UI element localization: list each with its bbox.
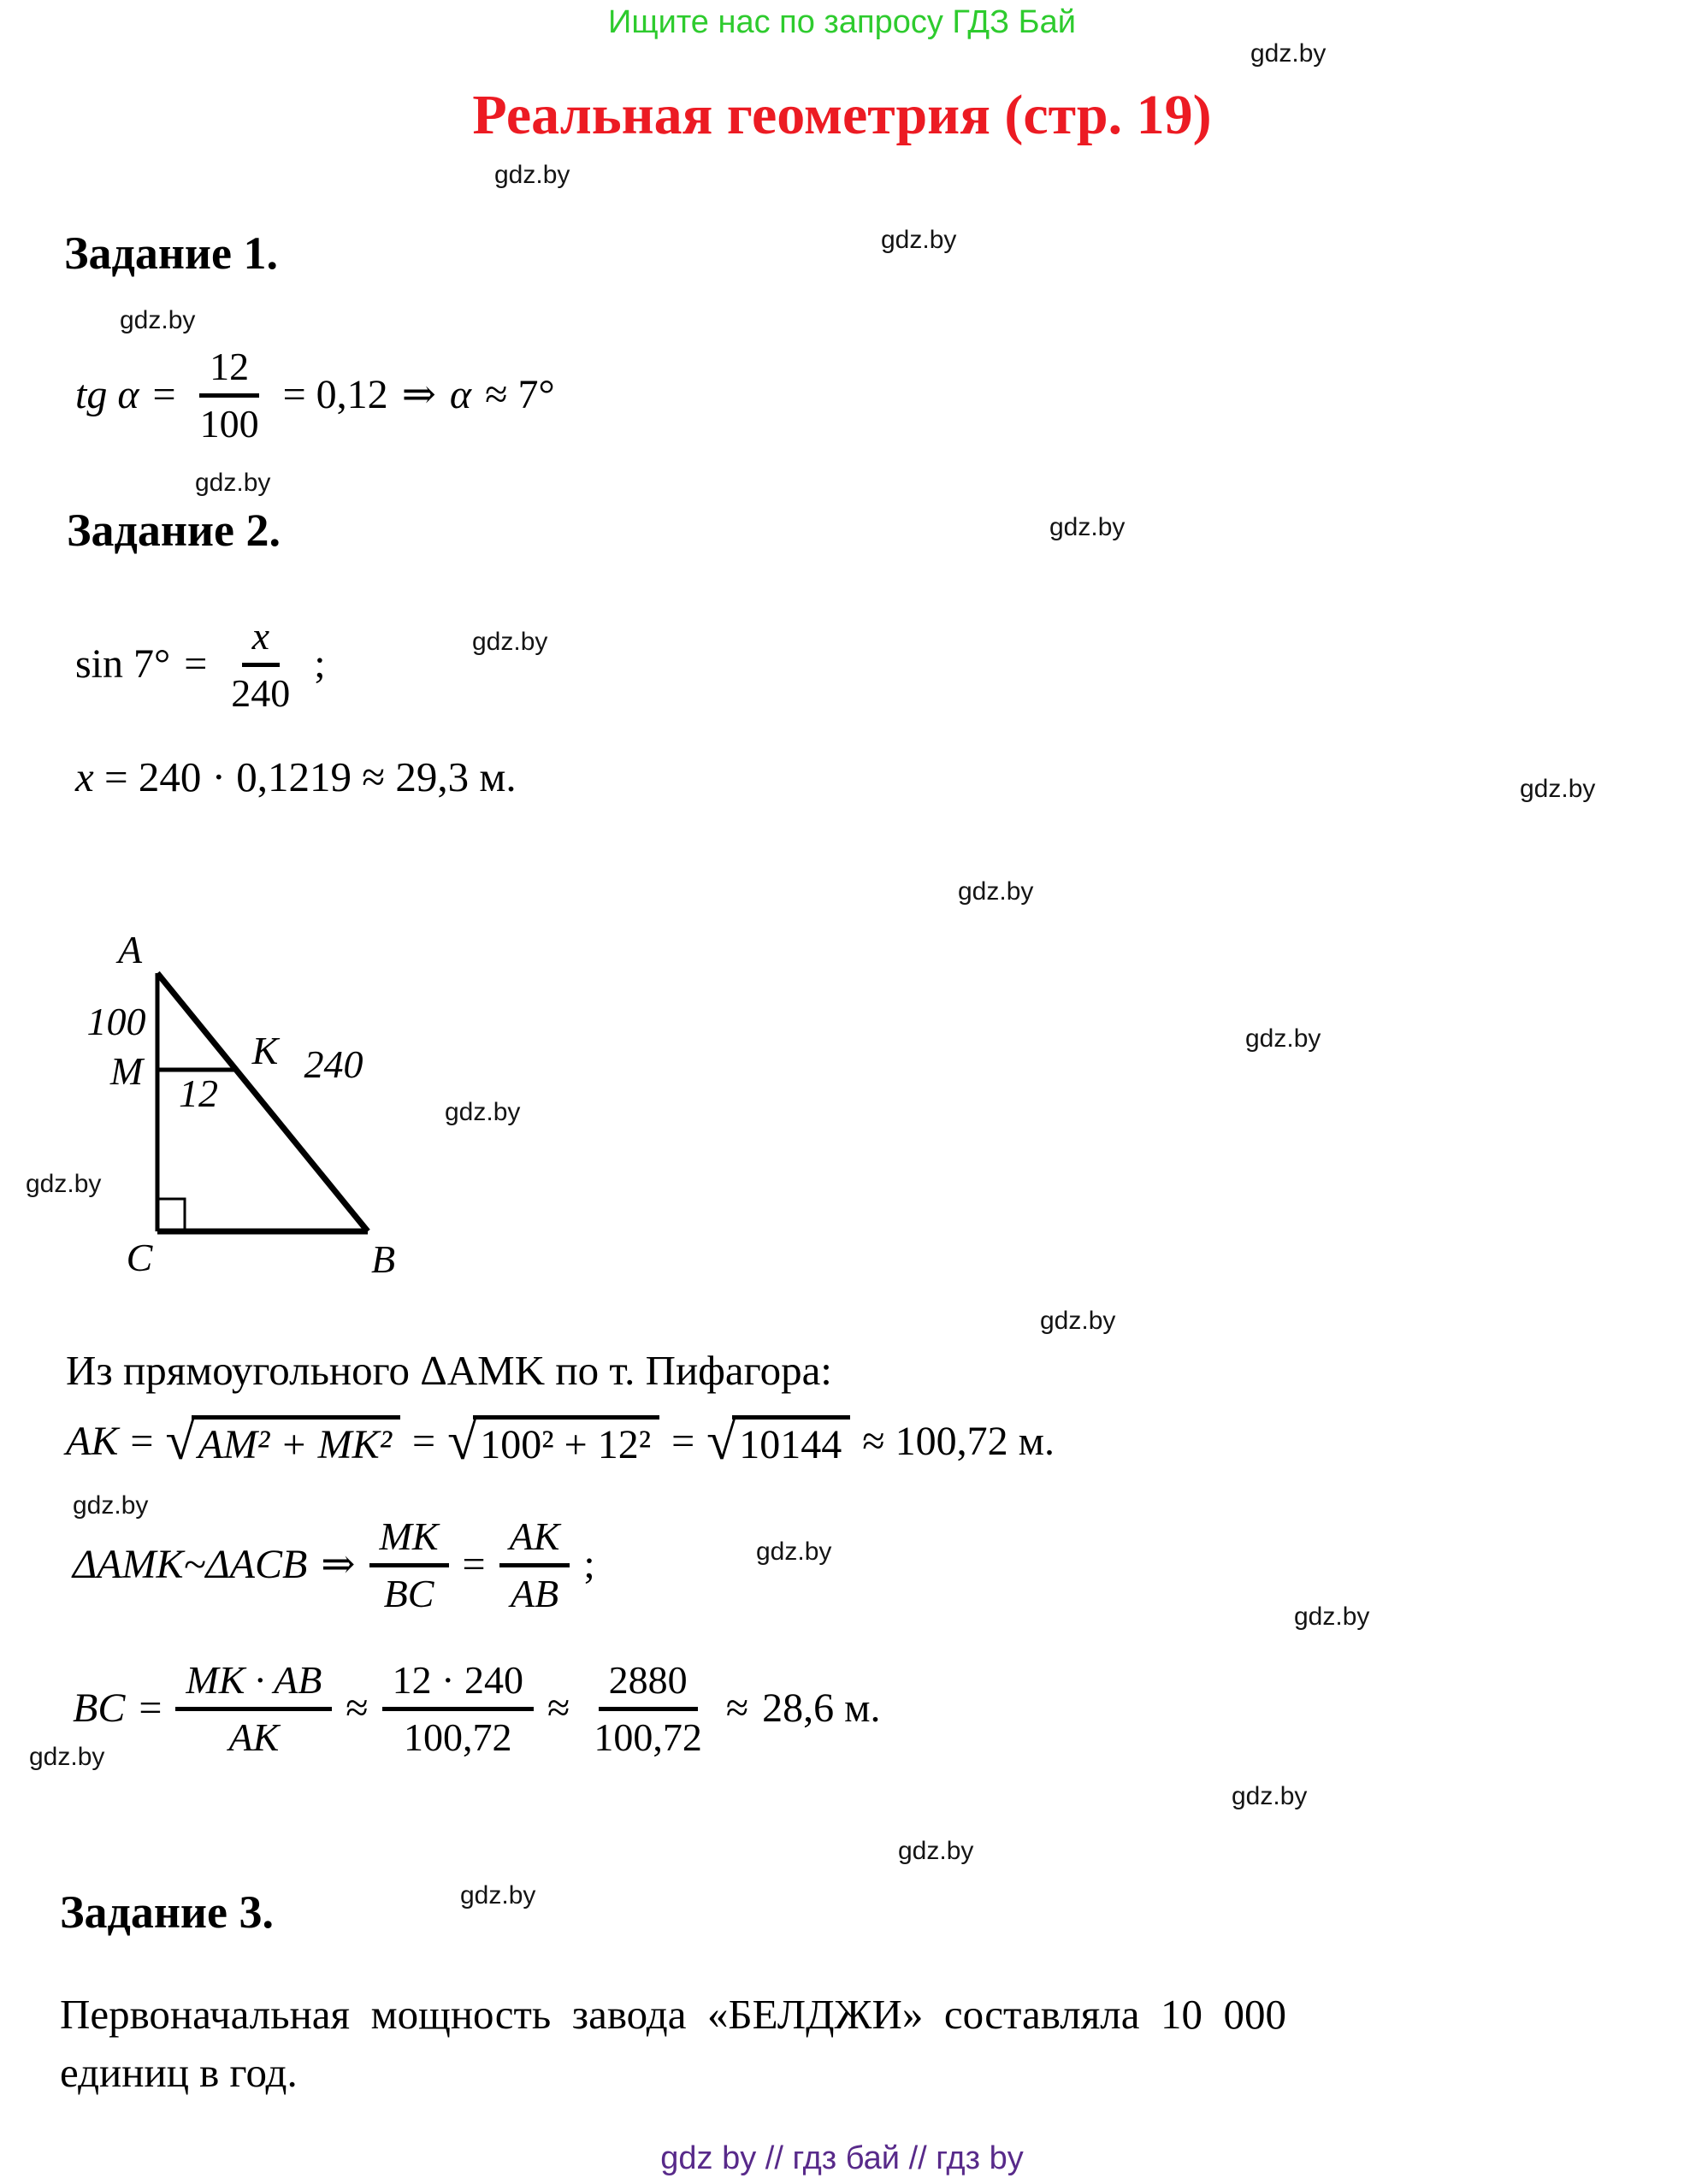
radical-sign: √: [706, 1410, 737, 1471]
page-title: Реальная геометрия (стр. 19): [472, 84, 1212, 146]
semicolon: ;: [583, 1541, 595, 1587]
task1-formula: [75, 344, 555, 446]
fraction-denominator: BC: [383, 1571, 434, 1615]
task3-paragraph: [60, 1986, 1286, 2102]
equals-sign: =: [462, 1541, 486, 1587]
formula-mid: = 0,12: [282, 371, 388, 417]
gdz-watermark: gdz.by: [1049, 513, 1126, 541]
gdz-watermark: gdz.by: [445, 1098, 521, 1126]
semicolon: ;: [314, 640, 326, 687]
point-m-label: M: [109, 1049, 144, 1093]
fraction-denominator: 100: [199, 401, 259, 446]
gdz-watermark: gdz.by: [958, 877, 1034, 906]
implies-arrow: ⇒: [321, 1541, 356, 1587]
equals-sign: =: [671, 1418, 695, 1464]
right-angle-mark: [157, 1199, 185, 1231]
side-am-label: 100: [86, 1000, 146, 1043]
task3-heading: Задание 3.: [60, 1886, 275, 1938]
gdz-watermark: gdz.by: [460, 1881, 536, 1910]
fraction: [382, 1658, 534, 1759]
equals-sign: =: [130, 1418, 154, 1464]
formula-lhs: AK: [66, 1418, 119, 1464]
vertex-c-label: C: [126, 1236, 153, 1279]
pythagoras-intro: Из прямоугольного ΔAMK по т. Пифагора:: [66, 1347, 832, 1394]
approx-sign: ≈: [346, 1685, 369, 1731]
gdz-watermark: gdz.by: [881, 226, 957, 254]
gdz-watermark: gdz.by: [120, 306, 196, 334]
bc-formula: [73, 1649, 881, 1768]
fraction-numerator: 12: [199, 345, 259, 398]
fraction: [583, 1658, 712, 1759]
gdz-watermark: gdz.by: [73, 1491, 149, 1520]
fraction: [499, 1514, 570, 1615]
approx-sign: ≈: [725, 1685, 749, 1731]
x-variable: x: [75, 753, 94, 800]
paragraph-line: единиц в год.: [60, 2049, 298, 2096]
formula-lhs: sin 7°: [75, 640, 171, 687]
fraction: [369, 1514, 449, 1615]
paragraph-line: Первоначальная мощность завода «БЕЛДЖИ» составляла 10 000: [60, 1991, 1286, 2038]
formula-lhs: BC: [73, 1685, 126, 1731]
equals-sign: =: [412, 1418, 436, 1464]
fraction-denominator: AK: [228, 1715, 280, 1759]
fraction-numerator: MK · AB: [175, 1658, 332, 1711]
approx-sign: ≈: [547, 1685, 570, 1731]
gdz-watermark: gdz.by: [494, 161, 570, 189]
formula-result: 28,6 м.: [762, 1685, 881, 1731]
fraction-denominator: 100,72: [594, 1715, 702, 1759]
vertex-a-label: A: [117, 928, 143, 971]
task1-heading: Задание 1.: [64, 227, 279, 279]
fraction-denominator: AB: [510, 1571, 559, 1615]
fraction-denominator: 240: [231, 670, 291, 715]
equals-sign: =: [184, 640, 208, 687]
gdz-watermark: gdz.by: [1520, 775, 1596, 803]
formula-result: ≈ 100,72 м.: [862, 1418, 1055, 1464]
gdz-watermark: gdz.by: [1232, 1782, 1308, 1810]
point-k-label: K: [251, 1029, 279, 1072]
radical-sign: √: [447, 1410, 478, 1471]
gdz-watermark: gdz.by: [195, 469, 271, 497]
radicand: 10144: [732, 1415, 850, 1468]
gdz-watermark: gdz.by: [1250, 39, 1327, 68]
fraction-denominator: 100,72: [404, 1715, 512, 1759]
radical-sign: √: [165, 1410, 196, 1471]
square-root: [165, 1410, 400, 1471]
side-kb-label: 240: [304, 1042, 363, 1086]
fraction: [175, 1658, 332, 1759]
equals-sign: =: [152, 371, 176, 417]
fraction-numerator: AK: [499, 1514, 570, 1567]
fraction-numerator: MK: [369, 1514, 449, 1567]
gdz-watermark: gdz.by: [898, 1837, 974, 1865]
radicand: AM² + MK²: [192, 1415, 400, 1468]
fraction-numerator: 12 · 240: [382, 1658, 534, 1711]
gdz-watermark: gdz.by: [29, 1743, 105, 1771]
equals-sign: =: [139, 1685, 162, 1731]
square-root: [706, 1410, 850, 1471]
vertex-b-label: B: [370, 1237, 396, 1281]
task2-heading: Задание 2.: [67, 505, 281, 556]
implies-arrow: ⇒: [401, 371, 436, 417]
fraction: [190, 345, 269, 446]
fraction: [221, 614, 300, 715]
triangle-figure: [0, 906, 599, 1300]
gdz-watermark: gdz.by: [756, 1538, 832, 1566]
square-root: [447, 1410, 659, 1471]
alpha-symbol: α: [449, 371, 472, 417]
gdz-watermark: gdz.by: [1245, 1024, 1321, 1053]
radicand: 100² + 12²: [473, 1415, 659, 1468]
promo-banner: Ищите нас по запросу ГДЗ Бай: [608, 4, 1076, 40]
fraction-numerator: x: [242, 614, 280, 667]
formula-result: ≈ 7°: [485, 371, 555, 417]
footer-links[interactable]: gdz by // гдз бай // гдз by: [660, 2140, 1024, 2176]
gdz-watermark: gdz.by: [1294, 1603, 1370, 1631]
gdz-watermark: gdz.by: [1040, 1307, 1116, 1335]
formula-lhs: ΔAMK~ΔACB: [73, 1541, 308, 1587]
side-mk-label: 12: [179, 1071, 218, 1115]
gdz-watermark: gdz.by: [472, 628, 548, 656]
x-result-line: [75, 753, 517, 802]
x-result-rest: = 240 · 0,1219 ≈ 29,3 м.: [104, 753, 517, 800]
gdz-watermark: gdz.by: [26, 1170, 102, 1198]
fraction-numerator: 2880: [599, 1658, 698, 1711]
formula-lhs: tg α: [75, 371, 139, 417]
sin-formula: [75, 609, 326, 720]
similarity-formula: [73, 1510, 595, 1620]
ak-formula: [66, 1397, 1055, 1486]
